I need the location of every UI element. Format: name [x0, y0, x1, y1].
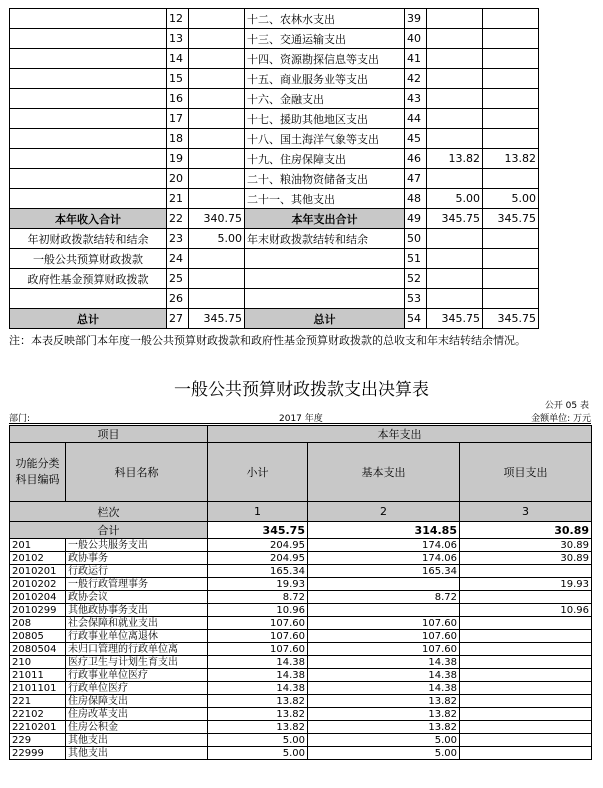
- expense-item-label: [245, 289, 405, 309]
- total-project: 30.89: [460, 522, 592, 539]
- income-item-label: [10, 89, 167, 109]
- subtotal-value: 107.60: [208, 630, 308, 643]
- expense-row-number: 40: [405, 29, 427, 49]
- income-expense-summary-table: [9, 8, 539, 329]
- project-value: [460, 682, 592, 695]
- expense-item-label: 十四、资源勘探信息等支出: [245, 49, 405, 69]
- expense-amount: [427, 129, 483, 149]
- income-row-number: 23: [167, 229, 189, 249]
- expense-row-number: 54: [405, 309, 427, 329]
- project-value: [460, 734, 592, 747]
- subject-code: 2010201: [10, 565, 66, 578]
- income-item-label: [10, 29, 167, 49]
- subject-name: 行政运行: [66, 565, 208, 578]
- general-budget-expense-table: [9, 425, 592, 760]
- income-item-label: 总计: [10, 309, 167, 329]
- expense-budget-amount: [483, 109, 539, 129]
- subject-name: 住房改革支出: [66, 708, 208, 721]
- summary-row: [10, 269, 539, 289]
- subject-name: 社会保障和就业支出: [66, 617, 208, 630]
- basic-value: 5.00: [308, 734, 460, 747]
- subject-code: 2210201: [10, 721, 66, 734]
- subject-code: 221: [10, 695, 66, 708]
- project-value: [460, 656, 592, 669]
- table-row: [10, 656, 592, 669]
- table-row: [10, 565, 592, 578]
- basic-value: 165.34: [308, 565, 460, 578]
- expense-item-label: 十八、国土海洋气象等支出: [245, 129, 405, 149]
- income-row-number: 12: [167, 9, 189, 29]
- expense-budget-amount: [483, 249, 539, 269]
- expense-amount: [427, 49, 483, 69]
- total-label: 合计: [10, 522, 208, 539]
- subject-code: 208: [10, 617, 66, 630]
- expense-item-label: 二十、粮油物资储备支出: [245, 169, 405, 189]
- total-basic: 314.85: [308, 522, 460, 539]
- subject-name: 住房公积金: [66, 721, 208, 734]
- col-index-3: 3: [460, 502, 592, 522]
- subtotal-value: 204.95: [208, 539, 308, 552]
- subject-name: 政协会议: [66, 591, 208, 604]
- header-project: 项目: [10, 426, 208, 443]
- table-row: [10, 721, 592, 734]
- basic-value: 5.00: [308, 747, 460, 760]
- subtotal-value: 19.93: [208, 578, 308, 591]
- basic-value: 14.38: [308, 669, 460, 682]
- project-value: [460, 591, 592, 604]
- table-meta-row: [9, 411, 591, 424]
- expense-budget-amount: [483, 229, 539, 249]
- expense-amount: 13.82: [427, 149, 483, 169]
- income-row-number: 24: [167, 249, 189, 269]
- income-row-number: 16: [167, 89, 189, 109]
- expense-amount: [427, 89, 483, 109]
- expense-item-label: 本年支出合计: [245, 209, 405, 229]
- project-value: [460, 695, 592, 708]
- table-title: 一般公共预算财政拨款支出决算表: [174, 380, 429, 400]
- expense-row-number: 46: [405, 149, 427, 169]
- summary-row: [10, 169, 539, 189]
- subject-name: 住房保障支出: [66, 695, 208, 708]
- summary-row: [10, 289, 539, 309]
- income-row-number: 27: [167, 309, 189, 329]
- subtotal-value: 165.34: [208, 565, 308, 578]
- subject-name: 一般公共服务支出: [66, 539, 208, 552]
- expense-item-label: 十九、住房保障支出: [245, 149, 405, 169]
- header-name: 科目名称: [66, 443, 208, 502]
- header-row-1: [10, 426, 592, 443]
- header-column-index: 栏次: [10, 502, 208, 522]
- expense-item-label: [245, 249, 405, 269]
- subject-code: 20805: [10, 630, 66, 643]
- expense-row-number: 42: [405, 69, 427, 89]
- income-item-label: 一般公共预算财政拨款: [10, 249, 167, 269]
- expense-item-label: [245, 269, 405, 289]
- expense-row-number: 48: [405, 189, 427, 209]
- expense-item-label: 二十一、其他支出: [245, 189, 405, 209]
- income-amount: [189, 29, 245, 49]
- expense-amount: [427, 9, 483, 29]
- income-item-label: [10, 169, 167, 189]
- expense-budget-amount: [483, 129, 539, 149]
- income-item-label: [10, 49, 167, 69]
- summary-row: [10, 249, 539, 269]
- income-amount: [189, 69, 245, 89]
- subtotal-value: 13.82: [208, 695, 308, 708]
- income-row-number: 19: [167, 149, 189, 169]
- expense-amount: [427, 249, 483, 269]
- subject-code: 2101101: [10, 682, 66, 695]
- expense-row-number: 49: [405, 209, 427, 229]
- basic-value: 8.72: [308, 591, 460, 604]
- project-value: [460, 617, 592, 630]
- income-item-label: 政府性基金预算财政拨款: [10, 269, 167, 289]
- income-amount: [189, 169, 245, 189]
- table-row: [10, 604, 592, 617]
- subtotal-value: 5.00: [208, 747, 308, 760]
- header-row-2: [10, 443, 592, 502]
- summary-row: [10, 9, 539, 29]
- project-value: [460, 565, 592, 578]
- expense-budget-amount: [483, 9, 539, 29]
- project-value: 19.93: [460, 578, 592, 591]
- summary-row: [10, 209, 539, 229]
- table-row: [10, 643, 592, 656]
- expense-item-label: 十三、交通运输支出: [245, 29, 405, 49]
- subject-code: 22999: [10, 747, 66, 760]
- table-row: [10, 734, 592, 747]
- project-value: [460, 669, 592, 682]
- col-index-2: 2: [308, 502, 460, 522]
- total-subtotal: 345.75: [208, 522, 308, 539]
- basic-value: 14.38: [308, 656, 460, 669]
- income-row-number: 26: [167, 289, 189, 309]
- expense-row-number: 41: [405, 49, 427, 69]
- table-row: [10, 695, 592, 708]
- expense-amount: [427, 229, 483, 249]
- table-row: [10, 617, 592, 630]
- income-item-label: [10, 9, 167, 29]
- subject-name: 未归口管理的行政单位离: [66, 643, 208, 656]
- subject-code: 2010202: [10, 578, 66, 591]
- subject-name: 政协事务: [66, 552, 208, 565]
- expense-row-number: 50: [405, 229, 427, 249]
- expense-row-number: 53: [405, 289, 427, 309]
- expense-amount: [427, 109, 483, 129]
- income-row-number: 21: [167, 189, 189, 209]
- header-row-3: [10, 502, 592, 522]
- expense-row-number: 44: [405, 109, 427, 129]
- summary-row: [10, 149, 539, 169]
- income-amount: [189, 129, 245, 149]
- expense-budget-amount: 13.82: [483, 149, 539, 169]
- subject-code: 2010299: [10, 604, 66, 617]
- table-note: 注：本表反映部门本年度一般公共预算财政拨款和政府性基金预算财政拨款的总收支和年末结转结余情况。: [9, 334, 526, 347]
- table-row: [10, 539, 592, 552]
- income-amount: [189, 49, 245, 69]
- expense-row-number: 52: [405, 269, 427, 289]
- project-value: [460, 630, 592, 643]
- table-number-tag: 公开 05 表: [544, 401, 589, 411]
- subject-name: 行政单位医疗: [66, 682, 208, 695]
- col-index-1: 1: [208, 502, 308, 522]
- project-value: [460, 747, 592, 760]
- income-amount: [189, 89, 245, 109]
- subtotal-value: 5.00: [208, 734, 308, 747]
- income-row-number: 14: [167, 49, 189, 69]
- expense-row-number: 39: [405, 9, 427, 29]
- summary-row: [10, 309, 539, 329]
- basic-value: 174.06: [308, 539, 460, 552]
- table-row: [10, 578, 592, 591]
- expense-amount: [427, 29, 483, 49]
- expense-amount: [427, 269, 483, 289]
- header-subtotal: 小计: [208, 443, 308, 502]
- basic-value: 13.82: [308, 695, 460, 708]
- table-row: [10, 552, 592, 565]
- expense-amount: [427, 169, 483, 189]
- expense-row-number: 45: [405, 129, 427, 149]
- expense-budget-amount: 345.75: [483, 209, 539, 229]
- summary-row: [10, 29, 539, 49]
- subtotal-value: 14.38: [208, 669, 308, 682]
- expense-budget-amount: [483, 269, 539, 289]
- expense-budget-amount: [483, 49, 539, 69]
- subtotal-value: 13.82: [208, 708, 308, 721]
- project-value: [460, 708, 592, 721]
- total-row: [10, 522, 592, 539]
- expense-amount: [427, 69, 483, 89]
- income-amount: [189, 289, 245, 309]
- dept-label: 部门:: [9, 414, 31, 424]
- expense-budget-amount: [483, 169, 539, 189]
- table-row: [10, 682, 592, 695]
- unit-label: 金额单位: 万元: [531, 414, 591, 424]
- subtotal-value: 107.60: [208, 643, 308, 656]
- income-item-label: 本年收入合计: [10, 209, 167, 229]
- expense-item-label: 十六、金融支出: [245, 89, 405, 109]
- subtotal-value: 13.82: [208, 721, 308, 734]
- subject-name: 医疗卫生与计划生育支出: [66, 656, 208, 669]
- income-row-number: 17: [167, 109, 189, 129]
- year-label: 2017 年度: [279, 414, 323, 424]
- income-item-label: 年初财政拨款结转和结余: [10, 229, 167, 249]
- subtotal-value: 14.38: [208, 682, 308, 695]
- table-row: [10, 591, 592, 604]
- basic-value: 13.82: [308, 708, 460, 721]
- expense-item-label: 总计: [245, 309, 405, 329]
- subject-code: 229: [10, 734, 66, 747]
- subtotal-value: 204.95: [208, 552, 308, 565]
- summary-row: [10, 69, 539, 89]
- subject-name: 一般行政管理事务: [66, 578, 208, 591]
- expense-row-number: 47: [405, 169, 427, 189]
- expense-budget-amount: 345.75: [483, 309, 539, 329]
- subtotal-value: 10.96: [208, 604, 308, 617]
- income-amount: [189, 149, 245, 169]
- subject-name: 行政事业单位离退休: [66, 630, 208, 643]
- summary-row: [10, 89, 539, 109]
- expense-budget-amount: [483, 89, 539, 109]
- expense-item-label: 年末财政拨款结转和结余: [245, 229, 405, 249]
- expense-budget-amount: [483, 69, 539, 89]
- basic-value: [308, 604, 460, 617]
- project-value: [460, 721, 592, 734]
- subject-name: 其他政协事务支出: [66, 604, 208, 617]
- expense-item-label: 十五、商业服务业等支出: [245, 69, 405, 89]
- table-row: [10, 669, 592, 682]
- basic-value: 107.60: [308, 643, 460, 656]
- header-project-expense: 项目支出: [460, 443, 592, 502]
- income-item-label: [10, 149, 167, 169]
- income-item-label: [10, 109, 167, 129]
- project-value: 30.89: [460, 539, 592, 552]
- project-value: 30.89: [460, 552, 592, 565]
- summary-row: [10, 189, 539, 209]
- income-item-label: [10, 129, 167, 149]
- subtotal-value: 8.72: [208, 591, 308, 604]
- header-code: 功能分类科目编码: [10, 443, 66, 502]
- expense-budget-amount: [483, 29, 539, 49]
- income-row-number: 18: [167, 129, 189, 149]
- income-amount: [189, 249, 245, 269]
- income-amount: 345.75: [189, 309, 245, 329]
- income-amount: [189, 109, 245, 129]
- expense-budget-amount: 5.00: [483, 189, 539, 209]
- basic-value: 13.82: [308, 721, 460, 734]
- header-basic: 基本支出: [308, 443, 460, 502]
- expense-row-number: 51: [405, 249, 427, 269]
- table-row: [10, 708, 592, 721]
- summary-row: [10, 229, 539, 249]
- income-row-number: 22: [167, 209, 189, 229]
- income-amount: [189, 9, 245, 29]
- expense-amount: 345.75: [427, 309, 483, 329]
- income-row-number: 20: [167, 169, 189, 189]
- subtotal-value: 107.60: [208, 617, 308, 630]
- income-row-number: 13: [167, 29, 189, 49]
- subject-name: 其他支出: [66, 734, 208, 747]
- expense-amount: 345.75: [427, 209, 483, 229]
- subject-name: 其他支出: [66, 747, 208, 760]
- summary-row: [10, 109, 539, 129]
- subject-code: 210: [10, 656, 66, 669]
- subject-code: 22102: [10, 708, 66, 721]
- expense-amount: [427, 289, 483, 309]
- table-row: [10, 747, 592, 760]
- table-row: [10, 630, 592, 643]
- summary-row: [10, 49, 539, 69]
- basic-value: 107.60: [308, 617, 460, 630]
- subject-code: 21011: [10, 669, 66, 682]
- subject-name: 行政事业单位医疗: [66, 669, 208, 682]
- income-amount: [189, 189, 245, 209]
- subtotal-value: 14.38: [208, 656, 308, 669]
- subject-code: 201: [10, 539, 66, 552]
- income-item-label: [10, 189, 167, 209]
- expense-item-label: 十七、援助其他地区支出: [245, 109, 405, 129]
- income-item-label: [10, 289, 167, 309]
- basic-value: [308, 578, 460, 591]
- income-amount: 5.00: [189, 229, 245, 249]
- basic-value: 107.60: [308, 630, 460, 643]
- expense-budget-amount: [483, 289, 539, 309]
- income-amount: [189, 269, 245, 289]
- subject-code: 2080504: [10, 643, 66, 656]
- income-row-number: 15: [167, 69, 189, 89]
- expense-item-label: 十二、农林水支出: [245, 9, 405, 29]
- income-row-number: 25: [167, 269, 189, 289]
- header-current-expense: 本年支出: [208, 426, 592, 443]
- income-item-label: [10, 69, 167, 89]
- income-amount: 340.75: [189, 209, 245, 229]
- subject-code: 20102: [10, 552, 66, 565]
- expense-row-number: 43: [405, 89, 427, 109]
- basic-value: 14.38: [308, 682, 460, 695]
- project-value: 10.96: [460, 604, 592, 617]
- basic-value: 174.06: [308, 552, 460, 565]
- summary-row: [10, 129, 539, 149]
- expense-amount: 5.00: [427, 189, 483, 209]
- project-value: [460, 643, 592, 656]
- subject-code: 2010204: [10, 591, 66, 604]
